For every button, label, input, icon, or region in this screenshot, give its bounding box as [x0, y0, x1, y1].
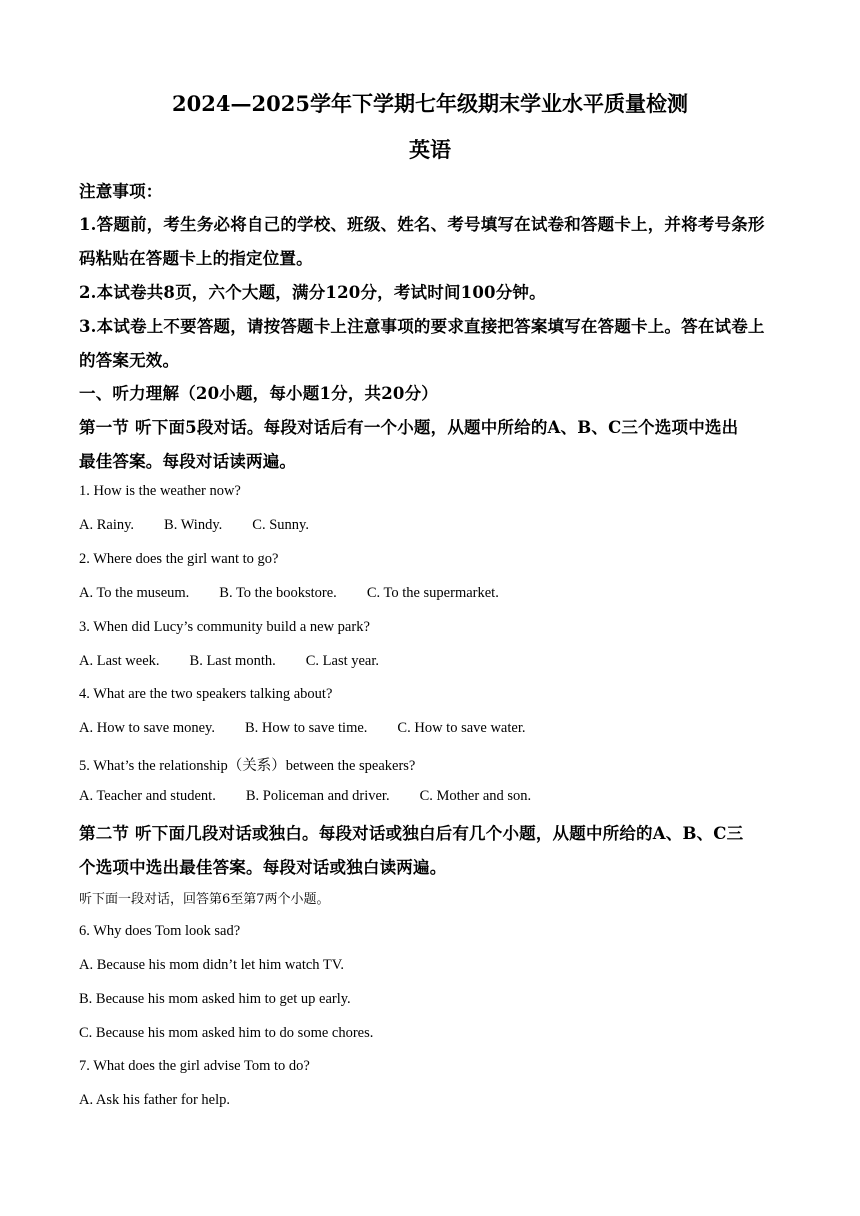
question-1-option-c: C. Sunny. — [252, 517, 309, 533]
question-4-stem: 4. What are the two speakers talking about? — [79, 686, 333, 702]
question-5-option-c: C. Mother and son. — [419, 788, 532, 804]
question-4-option-a: A. How to save money. — [79, 720, 215, 736]
part-1-heading: 一、听力理解（20小题，每小题1分，共20分） — [79, 384, 439, 403]
question-5-options — [79, 788, 531, 805]
question-6-option-c: C. Because his mom asked him to do some chores. — [79, 1025, 374, 1041]
notice-heading: 注意事项： — [79, 182, 163, 201]
section-2-instruction-line-2: 个选项中选出最佳答案。每段对话或独白读两遍。 — [79, 858, 447, 877]
question-1-option-a: A. Rainy. — [79, 517, 135, 533]
question-2-stem: 2. Where does the girl want to go? — [79, 551, 279, 567]
question-1-options — [79, 517, 309, 534]
dialogue-note: 听下面一段对话，回答第6至第7两个小题。 — [79, 892, 330, 907]
notice-item-3-line-1: 3.本试卷上不要答题，请按答题卡上注意事项的要求直接把答案填写在答题卡上。答在试卷上 — [79, 317, 765, 336]
question-4-options — [79, 720, 525, 737]
question-3-option-c: C. Last year. — [305, 653, 380, 669]
notice-item-1-line-2: 码粘贴在答题卡上的指定位置。 — [79, 249, 313, 268]
question-5-option-b: B. Policeman and driver. — [245, 788, 390, 804]
question-7-stem: 7. What does the girl advise Tom to do? — [79, 1058, 310, 1074]
question-3-stem: 3. When did Lucy’s community build a new park? — [79, 619, 370, 635]
question-1-stem: 1. How is the weather now? — [79, 483, 241, 499]
question-3-option-b: B. Last month. — [189, 653, 276, 669]
question-3-option-a: A. Last week. — [79, 653, 160, 669]
question-3-options — [79, 653, 379, 670]
question-2-option-a: A. To the museum. — [79, 585, 190, 601]
question-6-option-a: A. Because his mom didn’t let him watch TV. — [79, 957, 345, 973]
question-1-option-b: B. Windy. — [164, 517, 223, 533]
question-5-stem: 5. What’s the relationship（关系）between the speakers? — [79, 758, 416, 774]
question-7-option-a: A. Ask his father for help. — [79, 1092, 231, 1108]
subject-title: 英语 — [409, 137, 451, 162]
question-5-option-a: A. Teacher and student. — [79, 788, 216, 804]
question-2-options — [79, 585, 499, 602]
question-2-option-b: B. To the bookstore. — [219, 585, 337, 601]
notice-item-3-line-2: 的答案无效。 — [79, 351, 180, 370]
question-4-option-b: B. How to save time. — [244, 720, 368, 736]
section-1-instruction-line-2: 最佳答案。每段对话读两遍。 — [79, 452, 297, 471]
question-6-stem: 6. Why does Tom look sad? — [79, 923, 241, 939]
question-4-option-c: C. How to save water. — [397, 720, 526, 736]
exam-title: 2024—2025学年下学期七年级期末学业水平质量检测 — [172, 91, 688, 116]
notice-item-1-line-1: 1.答题前，考生务必将自己的学校、班级、姓名、考号填写在试卷和答题卡上，并将考号条形 — [79, 215, 765, 234]
question-6-option-b: B. Because his mom asked him to get up early. — [79, 991, 351, 1007]
section-1-instruction-line-1: 第一节 听下面5段对话。每段对话后有一个小题，从题中所给的A、B、C三个选项中选出 — [79, 418, 739, 437]
section-2-instruction-line-1: 第二节 听下面几段对话或独白。每段对话或独白后有几个小题，从题中所给的A、B、C三 — [79, 824, 744, 843]
question-2-option-c: C. To the supermarket. — [366, 585, 499, 601]
notice-item-2: 2.本试卷共8页，六个大题，满分120分，考试时间100分钟。 — [79, 283, 546, 302]
